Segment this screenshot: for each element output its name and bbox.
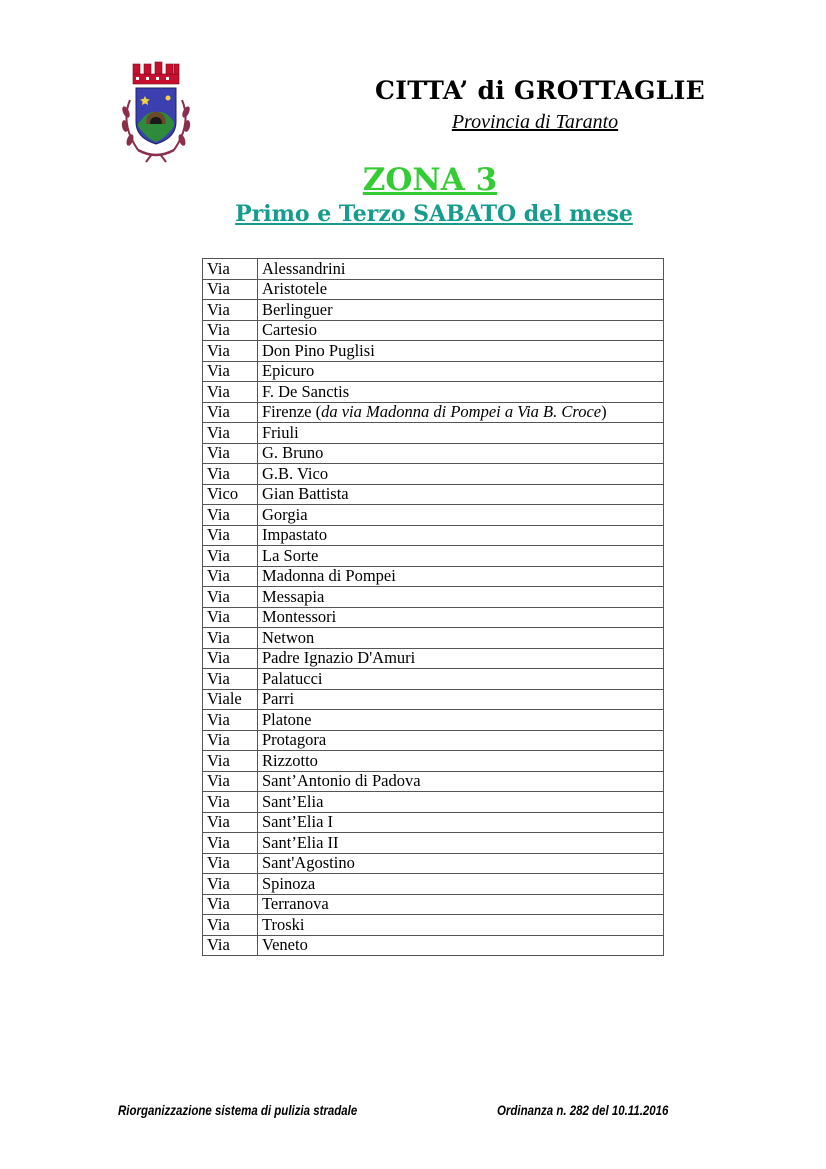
street-type: Via (203, 279, 258, 300)
street-name: Spinoza (262, 873, 316, 893)
street-name-cell (258, 792, 664, 813)
street-name: Sant’Elia II (262, 832, 339, 852)
street-name: Firenze ( (262, 402, 322, 422)
street-name: G. Bruno (262, 443, 324, 463)
table-row (203, 648, 664, 669)
table-row (203, 628, 664, 649)
table-row (203, 464, 664, 485)
table-row (203, 546, 664, 567)
street-name: La Sorte (262, 545, 319, 565)
table-row (203, 566, 664, 587)
street-name: Don Pino Puglisi (262, 340, 375, 360)
street-name-cell (258, 484, 664, 505)
street-name-cell (258, 525, 664, 546)
street-type: Via (203, 464, 258, 485)
coat-of-arms-icon (116, 60, 196, 164)
street-name: Padre Ignazio D'Amuri (262, 648, 416, 668)
street-note: da via Madonna di Pompei a Via B. Croce (321, 402, 602, 422)
street-name-cell (258, 853, 664, 874)
street-name-cell (258, 320, 664, 341)
street-type: Via (203, 935, 258, 956)
street-type: Via (203, 648, 258, 669)
table-row (203, 505, 664, 526)
street-type: Via (203, 259, 258, 280)
street-name: Parri (262, 689, 295, 709)
street-name: Rizzotto (262, 750, 318, 770)
table-row (203, 525, 664, 546)
street-type: Via (203, 505, 258, 526)
street-type: Via (203, 833, 258, 854)
street-name-cell (258, 566, 664, 587)
street-name: Troski (262, 914, 305, 934)
table-row (203, 423, 664, 444)
street-name-cell (258, 710, 664, 731)
table-row (203, 751, 664, 772)
street-name: Impastato (262, 525, 328, 545)
street-type: Via (203, 402, 258, 423)
street-name: Netwon (262, 627, 315, 647)
street-type: Via (203, 587, 258, 608)
street-type: Viale (203, 689, 258, 710)
street-name-cell (258, 874, 664, 895)
table-row (203, 320, 664, 341)
street-name: Epicuro (262, 361, 315, 381)
street-type: Vico (203, 484, 258, 505)
street-name-cell (258, 751, 664, 772)
table-row (203, 279, 664, 300)
footer-right: Ordinanza n. 282 del 10.11.2016 (497, 1102, 669, 1118)
table-row (203, 382, 664, 403)
street-name-cell (258, 648, 664, 669)
table-row (203, 484, 664, 505)
street-name: Sant’Antonio di Padova (262, 771, 421, 791)
street-name: Palatucci (262, 668, 323, 688)
street-name-cell (258, 812, 664, 833)
street-name-cell (258, 669, 664, 690)
street-type: Via (203, 669, 258, 690)
street-type: Via (203, 915, 258, 936)
streets-table (202, 258, 664, 956)
street-name: Friuli (262, 422, 299, 442)
street-name: Aristotele (262, 279, 328, 299)
street-name-cell (258, 628, 664, 649)
street-name-cell (258, 402, 664, 423)
street-name-cell (258, 505, 664, 526)
street-name: Veneto (262, 935, 308, 955)
street-name: Sant’Elia I (262, 812, 334, 832)
street-type: Via (203, 771, 258, 792)
street-type: Via (203, 894, 258, 915)
street-name: Gorgia (262, 504, 308, 524)
street-name-cell (258, 546, 664, 567)
table-row (203, 894, 664, 915)
table-row (203, 341, 664, 362)
street-name: Madonna di Pompei (262, 566, 396, 586)
street-name: Montessori (262, 607, 337, 627)
table-row (203, 833, 664, 854)
street-name-cell (258, 464, 664, 485)
table-row (203, 361, 664, 382)
table-row (203, 402, 664, 423)
street-name-cell (258, 279, 664, 300)
table-row (203, 935, 664, 956)
street-type: Via (203, 546, 258, 567)
street-name-cell (258, 361, 664, 382)
street-name-cell (258, 259, 664, 280)
street-type: Via (203, 443, 258, 464)
table-row (203, 771, 664, 792)
street-name-cell (258, 382, 664, 403)
table-row (203, 669, 664, 690)
street-name-cell (258, 607, 664, 628)
street-name: Sant'Agostino (262, 853, 355, 873)
street-type: Via (203, 730, 258, 751)
table-row (203, 300, 664, 321)
province-subtitle: Provincia di Taranto (451, 111, 619, 133)
street-type: Via (203, 607, 258, 628)
street-name-cell (258, 935, 664, 956)
street-name: Sant’Elia (262, 791, 324, 811)
street-type: Via (203, 812, 258, 833)
zone-title: ZONA 3 (362, 162, 498, 198)
street-name-cell (258, 915, 664, 936)
table-row (203, 915, 664, 936)
street-type: Via (203, 361, 258, 382)
street-name: Alessandrini (262, 258, 346, 278)
street-name-cell (258, 730, 664, 751)
street-type: Via (203, 300, 258, 321)
street-name-cell (258, 423, 664, 444)
street-type: Via (203, 525, 258, 546)
table-row (203, 792, 664, 813)
footer-left: Riorganizzazione sistema di pulizia stradale (118, 1102, 358, 1118)
street-name: Cartesio (262, 320, 317, 340)
street-name: Berlinguer (262, 299, 333, 319)
table-row (203, 730, 664, 751)
street-name: Platone (262, 709, 312, 729)
street-type: Via (203, 853, 258, 874)
street-name-cell (258, 833, 664, 854)
street-type: Via (203, 566, 258, 587)
street-type: Via (203, 792, 258, 813)
street-name-cell (258, 443, 664, 464)
city-title: CITTA’ di GROTTAGLIE (375, 76, 705, 105)
street-name-cell (258, 587, 664, 608)
street-name-cell (258, 771, 664, 792)
street-name: Terranova (262, 894, 329, 914)
table-row (203, 710, 664, 731)
street-type: Via (203, 423, 258, 444)
street-type: Via (203, 628, 258, 649)
table-row (203, 607, 664, 628)
street-name: F. De Sanctis (262, 381, 350, 401)
table-row (203, 812, 664, 833)
table-row (203, 443, 664, 464)
table-row (203, 259, 664, 280)
collection-days: Primo e Terzo SABATO del mese (235, 201, 633, 227)
table-row (203, 874, 664, 895)
street-name: Protagora (262, 730, 327, 750)
street-type: Via (203, 382, 258, 403)
street-type: Via (203, 751, 258, 772)
street-type: Via (203, 710, 258, 731)
table-row (203, 689, 664, 710)
table-row (203, 853, 664, 874)
street-note-close: ) (601, 402, 607, 422)
street-name-cell (258, 894, 664, 915)
street-type: Via (203, 341, 258, 362)
street-name-cell (258, 689, 664, 710)
street-name: Messapia (262, 586, 325, 606)
street-name: Gian Battista (262, 484, 349, 504)
street-name-cell (258, 300, 664, 321)
street-name: G.B. Vico (262, 463, 329, 483)
street-type: Via (203, 320, 258, 341)
street-type: Via (203, 874, 258, 895)
table-row (203, 587, 664, 608)
street-name-cell (258, 341, 664, 362)
